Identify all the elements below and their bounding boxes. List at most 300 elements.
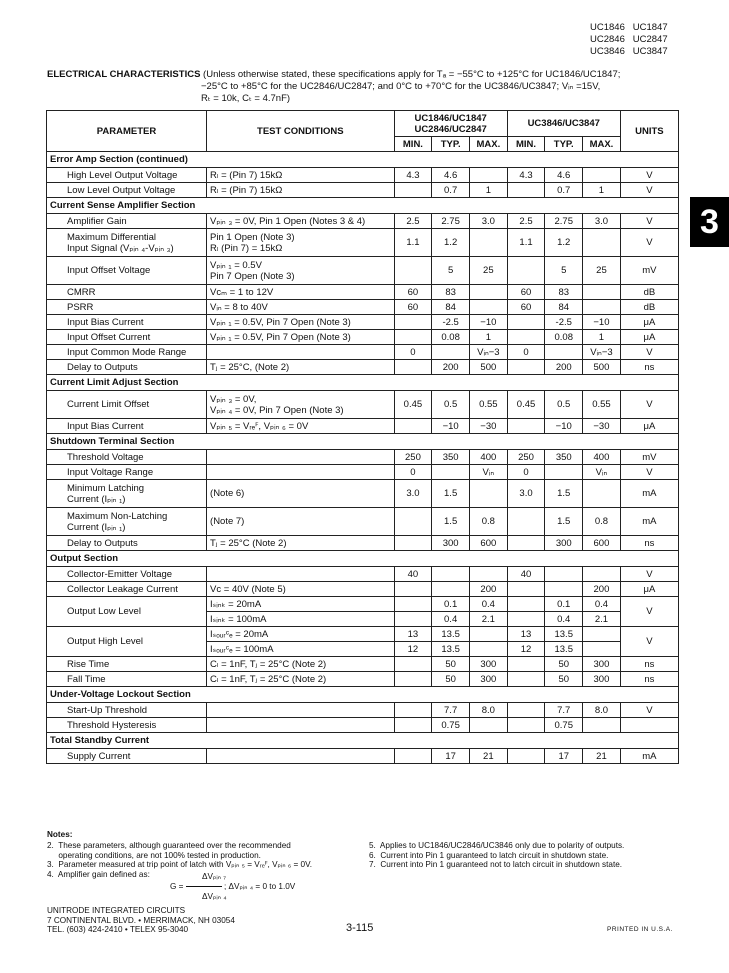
- condition-cell: Vₚᵢₙ ₃ = 0V, Pin 1 Open (Notes 3 & 4): [207, 214, 395, 229]
- unit-cell: dB: [620, 285, 678, 300]
- value-cell: [394, 612, 432, 627]
- value-cell: [545, 465, 583, 480]
- condition-cell: Vᴄ = 40V (Note 5): [207, 582, 395, 597]
- value-cell: [583, 229, 621, 257]
- table-row: [47, 508, 679, 536]
- value-cell: [469, 480, 507, 508]
- part-line: UC2846 UC2847: [590, 34, 668, 45]
- section-label: Total Standby Current: [47, 733, 679, 749]
- value-cell: 60: [394, 300, 432, 315]
- value-cell: −10: [583, 315, 621, 330]
- value-cell: 3.0: [507, 480, 545, 508]
- condition-cell: Iₛᵢₙₖ = 100mA: [207, 612, 395, 627]
- company-name: UNITRODE INTEGRATED CIRCUITS: [47, 906, 186, 915]
- table-row: [47, 300, 679, 315]
- test-conditions-intro: [47, 69, 687, 105]
- value-cell: 200: [432, 360, 470, 375]
- condition-cell: Vₚᵢₙ ₁ = 0.5V, Pin 7 Open (Note 3): [207, 330, 395, 345]
- condition-cell: (Note 6): [207, 480, 395, 508]
- value-cell: 2.75: [545, 214, 583, 229]
- col-min: MIN.: [507, 137, 545, 152]
- value-cell: Vᵢₙ−3: [469, 345, 507, 360]
- section-label: Shutdown Terminal Section: [47, 434, 679, 450]
- value-cell: [394, 749, 432, 764]
- value-cell: 2.1: [469, 612, 507, 627]
- value-cell: 1.5: [545, 508, 583, 536]
- electrical-characteristics-table: [46, 110, 679, 764]
- value-cell: 1: [469, 183, 507, 198]
- table-row: [47, 214, 679, 229]
- value-cell: 13: [394, 627, 432, 642]
- unit-cell: V: [620, 597, 678, 627]
- table-row: [47, 183, 679, 198]
- part-line: UC3846 UC3847: [590, 46, 668, 57]
- section-label: Current Sense Amplifier Section: [47, 198, 679, 214]
- condition-cell: [207, 465, 395, 480]
- param-cell: Input Bias Current: [47, 419, 207, 434]
- value-cell: 1.5: [432, 480, 470, 508]
- value-cell: 17: [432, 749, 470, 764]
- value-cell: 3.0: [583, 214, 621, 229]
- value-cell: 4.3: [394, 168, 432, 183]
- param-cell: Input Voltage Range: [47, 465, 207, 480]
- value-cell: 0.75: [432, 718, 470, 733]
- section-row: [47, 375, 679, 391]
- value-cell: [507, 718, 545, 733]
- param-cell: Collector Leakage Current: [47, 582, 207, 597]
- value-cell: 50: [545, 657, 583, 672]
- param-cell: Collector-Emitter Voltage: [47, 567, 207, 582]
- param-cell: Output Low Level: [47, 597, 207, 627]
- gain-formula: [170, 872, 295, 902]
- value-cell: 21: [583, 749, 621, 764]
- unit-cell: V: [620, 345, 678, 360]
- value-cell: 200: [583, 582, 621, 597]
- value-cell: 0.5: [545, 391, 583, 419]
- condition-cell: Iₛₒᵤᵣᶜₑ = 20mA: [207, 627, 395, 642]
- value-cell: 12: [394, 642, 432, 657]
- table-row: [47, 536, 679, 551]
- value-cell: [469, 229, 507, 257]
- value-cell: [507, 315, 545, 330]
- table-row: [47, 345, 679, 360]
- value-cell: 0.55: [469, 391, 507, 419]
- formula-g: G =: [170, 882, 186, 891]
- value-cell: [583, 642, 621, 657]
- table-row: [47, 657, 679, 672]
- col-units: UNITS: [620, 111, 678, 152]
- value-cell: 350: [545, 450, 583, 465]
- value-cell: 7.7: [545, 703, 583, 718]
- page-number: 3-115: [346, 922, 374, 934]
- condition-cell: [207, 718, 395, 733]
- value-cell: 600: [583, 536, 621, 551]
- unit-cell: μA: [620, 330, 678, 345]
- value-cell: [394, 330, 432, 345]
- col-min: MIN.: [394, 137, 432, 152]
- value-cell: [583, 285, 621, 300]
- value-cell: 400: [469, 450, 507, 465]
- param-cell: Input Bias Current: [47, 315, 207, 330]
- unit-cell: ns: [620, 657, 678, 672]
- unit-cell: V: [620, 183, 678, 198]
- table-row: [47, 391, 679, 419]
- table-row: [47, 285, 679, 300]
- value-cell: [507, 657, 545, 672]
- company-street: 7 CONTINENTAL BLVD. • MERRIMACK, NH 03054: [47, 915, 235, 925]
- unit-cell: V: [620, 168, 678, 183]
- value-cell: 50: [432, 672, 470, 687]
- value-cell: [507, 508, 545, 536]
- value-cell: Vᵢₙ−3: [583, 345, 621, 360]
- value-cell: [394, 419, 432, 434]
- value-cell: [394, 508, 432, 536]
- value-cell: [545, 567, 583, 582]
- note: 7. Current into Pin 1 guaranteed not to latch circuit in shutdown state.: [369, 860, 623, 870]
- value-cell: 0: [507, 345, 545, 360]
- value-cell: [507, 419, 545, 434]
- value-cell: 0.45: [394, 391, 432, 419]
- unit-cell: ns: [620, 672, 678, 687]
- condition-cell: Vₚᵢₙ ₁ = 0.5V Pin 7 Open (Note 3): [207, 257, 395, 285]
- part-line: UC1846 UC1847: [590, 22, 668, 33]
- note: 4. Amplifier gain defined as:: [47, 869, 150, 879]
- table-row: [47, 465, 679, 480]
- value-cell: 500: [469, 360, 507, 375]
- value-cell: 300: [583, 657, 621, 672]
- value-cell: 0.8: [469, 508, 507, 536]
- value-cell: 60: [507, 285, 545, 300]
- value-cell: 0.8: [583, 508, 621, 536]
- value-cell: [507, 612, 545, 627]
- unit-cell: mA: [620, 480, 678, 508]
- condition-cell: Pin 1 Open (Note 3) Rₗ (Pin 7) = 15kΩ: [207, 229, 395, 257]
- value-cell: −10: [469, 315, 507, 330]
- value-cell: [507, 183, 545, 198]
- param-cell: Input Common Mode Range: [47, 345, 207, 360]
- notes-right: [369, 841, 689, 870]
- unit-cell: μA: [620, 582, 678, 597]
- section-label: Under-Voltage Lockout Section: [47, 687, 679, 703]
- formula-denominator: ΔVₚᵢₙ ₄: [202, 892, 227, 901]
- formula-tail: ; ΔVₚᵢₙ ₄ = 0 to 1.0V: [221, 882, 296, 891]
- section-row: [47, 198, 679, 214]
- table-row: [47, 627, 679, 642]
- value-cell: 250: [507, 450, 545, 465]
- value-cell: [507, 360, 545, 375]
- value-cell: [394, 183, 432, 198]
- table-row: [47, 360, 679, 375]
- condition-cell: Rₗ = (Pin 7) 15kΩ: [207, 183, 395, 198]
- table-row: [47, 703, 679, 718]
- condition-cell: Tⱼ = 25°C, (Note 2): [207, 360, 395, 375]
- col-max: MAX.: [469, 137, 507, 152]
- value-cell: [583, 168, 621, 183]
- value-cell: [507, 703, 545, 718]
- condition-cell: Rₗ = (Pin 7) 15kΩ: [207, 168, 395, 183]
- param-cell: Current Limit Offset: [47, 391, 207, 419]
- value-cell: [583, 300, 621, 315]
- note: operating conditions, are not 100% tested in production.: [47, 850, 261, 860]
- condition-cell: Vₚᵢₙ ₅ = Vᵣₑꟳ, Vₚᵢₙ ₆ = 0V: [207, 419, 395, 434]
- param-cell: Maximum Non-Latching Current (Iₚᵢₙ ₁): [47, 508, 207, 536]
- unit-cell: dB: [620, 300, 678, 315]
- section-label: Current Limit Adjust Section: [47, 375, 679, 391]
- value-cell: 500: [583, 360, 621, 375]
- value-cell: 300: [432, 536, 470, 551]
- param-cell: CMRR: [47, 285, 207, 300]
- col-max: MAX.: [583, 137, 621, 152]
- value-cell: 4.6: [432, 168, 470, 183]
- value-cell: -2.5: [545, 315, 583, 330]
- value-cell: 2.75: [432, 214, 470, 229]
- condition-cell: Vₚᵢₙ ₁ = 0.5V, Pin 7 Open (Note 3): [207, 315, 395, 330]
- value-cell: [394, 672, 432, 687]
- value-cell: 60: [394, 285, 432, 300]
- value-cell: 3.0: [394, 480, 432, 508]
- value-cell: 300: [469, 672, 507, 687]
- value-cell: [583, 627, 621, 642]
- value-cell: 0.4: [432, 612, 470, 627]
- value-cell: [394, 257, 432, 285]
- value-cell: [545, 582, 583, 597]
- value-cell: 40: [507, 567, 545, 582]
- value-cell: [469, 718, 507, 733]
- param-cell: Minimum Latching Current (Iₚᵢₙ ₁): [47, 480, 207, 508]
- condition-cell: Iₛₒᵤᵣᶜₑ = 100mA: [207, 642, 395, 657]
- value-cell: 12: [507, 642, 545, 657]
- value-cell: [394, 657, 432, 672]
- condition-cell: Vᵢₙ = 8 to 40V: [207, 300, 395, 315]
- value-cell: 8.0: [583, 703, 621, 718]
- value-cell: 300: [545, 536, 583, 551]
- value-cell: [469, 168, 507, 183]
- value-cell: [507, 672, 545, 687]
- value-cell: [432, 345, 470, 360]
- conditions-line-1: (Unless otherwise stated, these specifications apply for Tₐ = −55°C to +125°C for UC1846/UC1847;: [200, 69, 621, 80]
- condition-cell: [207, 703, 395, 718]
- value-cell: 0.08: [432, 330, 470, 345]
- value-cell: 1.2: [432, 229, 470, 257]
- table-row: [47, 597, 679, 612]
- value-cell: 0.45: [507, 391, 545, 419]
- value-cell: [583, 718, 621, 733]
- col-typ: TYP.: [432, 137, 470, 152]
- table-row: [47, 330, 679, 345]
- value-cell: −30: [583, 419, 621, 434]
- value-cell: [507, 257, 545, 285]
- value-cell: 50: [432, 657, 470, 672]
- value-cell: 0.7: [545, 183, 583, 198]
- unit-cell: [620, 718, 678, 733]
- condition-cell: Tⱼ = 25°C (Note 2): [207, 536, 395, 551]
- value-cell: 13.5: [432, 642, 470, 657]
- value-cell: 1.5: [545, 480, 583, 508]
- value-cell: [394, 360, 432, 375]
- value-cell: 1.1: [507, 229, 545, 257]
- param-cell: Start-Up Threshold: [47, 703, 207, 718]
- value-cell: 3.0: [469, 214, 507, 229]
- value-cell: 250: [394, 450, 432, 465]
- value-cell: 0: [394, 345, 432, 360]
- unit-cell: V: [620, 627, 678, 657]
- value-cell: 2.5: [507, 214, 545, 229]
- section-row: [47, 551, 679, 567]
- value-cell: 84: [432, 300, 470, 315]
- table-row: [47, 419, 679, 434]
- value-cell: 0.7: [432, 183, 470, 198]
- value-cell: [469, 285, 507, 300]
- value-cell: [469, 567, 507, 582]
- param-cell: High Level Output Voltage: [47, 168, 207, 183]
- value-cell: 83: [432, 285, 470, 300]
- value-cell: -2.5: [432, 315, 470, 330]
- value-cell: 25: [469, 257, 507, 285]
- value-cell: 200: [545, 360, 583, 375]
- section-label: Error Amp Section (continued): [47, 152, 679, 168]
- unit-cell: V: [620, 567, 678, 582]
- col-group-uc3846: UC3846/UC3847: [507, 111, 620, 137]
- section-row: [47, 434, 679, 450]
- param-cell: Rise Time: [47, 657, 207, 672]
- value-cell: 13.5: [432, 627, 470, 642]
- value-cell: 13: [507, 627, 545, 642]
- value-cell: 0.1: [545, 597, 583, 612]
- col-parameter: PARAMETER: [47, 111, 207, 152]
- company-phone: TEL. (603) 424-2410 • TELEX 95-3040: [47, 925, 189, 935]
- condition-cell: Cₗ = 1nF, Tⱼ = 25°C (Note 2): [207, 657, 395, 672]
- table-row: [47, 718, 679, 733]
- table-row: [47, 582, 679, 597]
- value-cell: 1: [583, 183, 621, 198]
- value-cell: 8.0: [469, 703, 507, 718]
- section-row: [47, 152, 679, 168]
- value-cell: 40: [394, 567, 432, 582]
- value-cell: 0.4: [545, 612, 583, 627]
- table-row: [47, 229, 679, 257]
- condition-cell: (Note 7): [207, 508, 395, 536]
- value-cell: 300: [583, 672, 621, 687]
- value-cell: 0.4: [583, 597, 621, 612]
- param-cell: Delay to Outputs: [47, 536, 207, 551]
- condition-cell: Vᴄₘ = 1 to 12V: [207, 285, 395, 300]
- param-cell: Threshold Hysteresis: [47, 718, 207, 733]
- value-cell: 600: [469, 536, 507, 551]
- value-cell: 21: [469, 749, 507, 764]
- value-cell: 200: [469, 582, 507, 597]
- unit-cell: mV: [620, 257, 678, 285]
- value-cell: 0.08: [545, 330, 583, 345]
- conditions-line-3: Rₜ = 10k, Cₜ = 4.7nF): [201, 93, 291, 104]
- value-cell: 0.55: [583, 391, 621, 419]
- table-row: [47, 672, 679, 687]
- table-row: [47, 168, 679, 183]
- value-cell: −10: [545, 419, 583, 434]
- unit-cell: V: [620, 214, 678, 229]
- value-cell: 13.5: [545, 627, 583, 642]
- value-cell: [507, 582, 545, 597]
- value-cell: [507, 536, 545, 551]
- table-row: [47, 480, 679, 508]
- condition-cell: [207, 749, 395, 764]
- value-cell: 7.7: [432, 703, 470, 718]
- value-cell: [394, 582, 432, 597]
- param-cell: PSRR: [47, 300, 207, 315]
- printed-in: PRINTED IN U.S.A.: [607, 926, 673, 933]
- value-cell: 2.1: [583, 612, 621, 627]
- param-cell: Output High Level: [47, 627, 207, 657]
- value-cell: −30: [469, 419, 507, 434]
- value-cell: −10: [432, 419, 470, 434]
- condition-cell: Cₗ = 1nF, Tⱼ = 25°C (Note 2): [207, 672, 395, 687]
- value-cell: [432, 465, 470, 480]
- value-cell: [432, 567, 470, 582]
- value-cell: [394, 597, 432, 612]
- param-cell: Maximum Differential Input Signal (Vₚᵢₙ ₄-Vₚᵢₙ ₃): [47, 229, 207, 257]
- value-cell: 0.5: [432, 391, 470, 419]
- value-cell: 5: [545, 257, 583, 285]
- value-cell: 1: [583, 330, 621, 345]
- unit-cell: μA: [620, 315, 678, 330]
- param-cell: Threshold Voltage: [47, 450, 207, 465]
- value-cell: 83: [545, 285, 583, 300]
- value-cell: [469, 300, 507, 315]
- table-row: [47, 450, 679, 465]
- note: 6. Current into Pin 1 guaranteed to latch circuit in shutdown state.: [369, 850, 609, 860]
- section-title: ELECTRICAL CHARACTERISTICS: [47, 69, 201, 80]
- value-cell: [469, 627, 507, 642]
- unit-cell: mA: [620, 508, 678, 536]
- table-row: [47, 749, 679, 764]
- col-group-uc1846: UC1846/UC1847 UC2846/UC2847: [394, 111, 507, 137]
- param-cell: Fall Time: [47, 672, 207, 687]
- unit-cell: mV: [620, 450, 678, 465]
- param-cell: Input Offset Current: [47, 330, 207, 345]
- table-row: [47, 315, 679, 330]
- value-cell: 60: [507, 300, 545, 315]
- condition-cell: Iₛᵢₙₖ = 20mA: [207, 597, 395, 612]
- param-cell: Supply Current: [47, 749, 207, 764]
- param-cell: Input Offset Voltage: [47, 257, 207, 285]
- unit-cell: μA: [620, 419, 678, 434]
- condition-cell: [207, 345, 395, 360]
- value-cell: 5: [432, 257, 470, 285]
- col-typ: TYP.: [545, 137, 583, 152]
- value-cell: 84: [545, 300, 583, 315]
- notes-heading: Notes:: [47, 830, 73, 839]
- unit-cell: V: [620, 703, 678, 718]
- company-address: [47, 906, 235, 935]
- value-cell: 50: [545, 672, 583, 687]
- note: 2. These parameters, although guaranteed over the recommended: [47, 841, 291, 850]
- value-cell: 4.3: [507, 168, 545, 183]
- value-cell: 0: [507, 465, 545, 480]
- value-cell: 13.5: [545, 642, 583, 657]
- value-cell: [432, 582, 470, 597]
- condition-cell: [207, 450, 395, 465]
- value-cell: 1.2: [545, 229, 583, 257]
- unit-cell: ns: [620, 360, 678, 375]
- value-cell: [583, 480, 621, 508]
- condition-cell: [207, 567, 395, 582]
- value-cell: 1.5: [432, 508, 470, 536]
- unit-cell: ns: [620, 536, 678, 551]
- value-cell: [507, 597, 545, 612]
- value-cell: [583, 567, 621, 582]
- note: 5. Applies to UC1846/UC2846/UC3846 only due to polarity of outputs.: [369, 841, 625, 850]
- param-cell: Delay to Outputs: [47, 360, 207, 375]
- col-test-conditions: TEST CONDITIONS: [207, 111, 395, 152]
